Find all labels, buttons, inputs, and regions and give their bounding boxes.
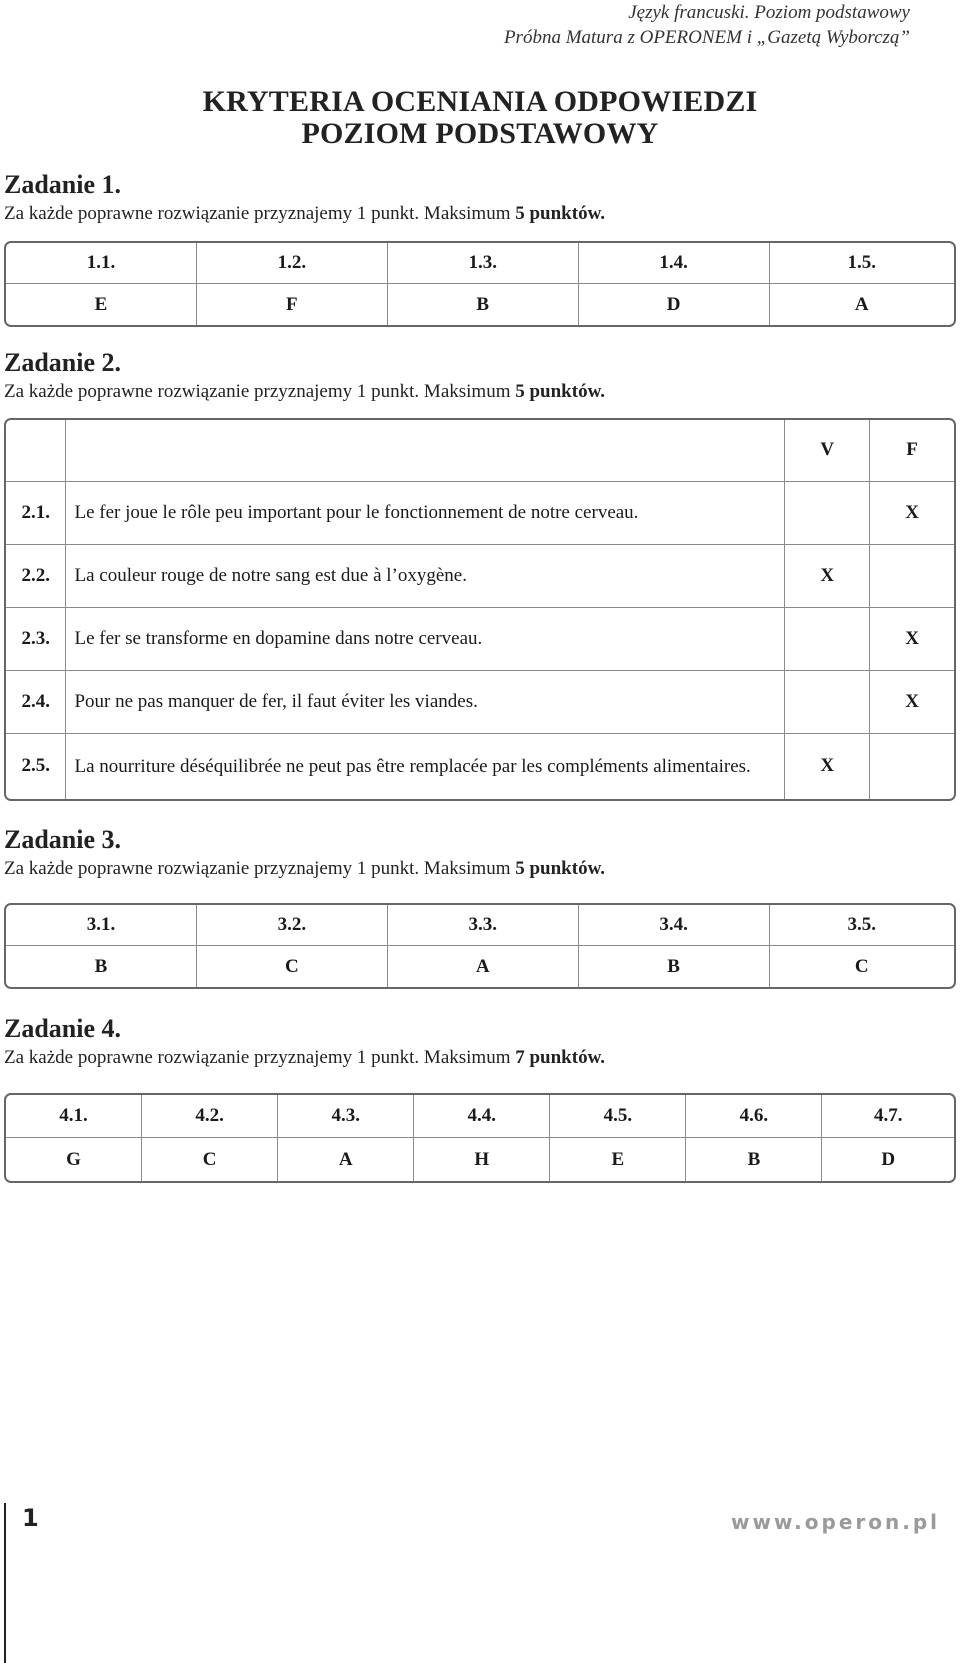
- task1-answer-table: [4, 241, 956, 327]
- task3-max-points: 5 punktów.: [515, 858, 606, 879]
- task2-column-f: F: [870, 420, 954, 482]
- task4-description: [4, 1047, 605, 1069]
- task3-answer-cell: A: [388, 946, 579, 987]
- task2-heading: Zadanie 2.: [4, 348, 122, 377]
- task1-answer-cell: B: [388, 284, 579, 325]
- task1-answer-cell: A: [854, 293, 869, 315]
- task4-heading: Zadanie 4.: [4, 1014, 122, 1043]
- task4-answer-cell: E: [550, 1138, 686, 1181]
- task2-row-statement: La couleur rouge de notre sang est due à l’oxygène.: [66, 545, 785, 608]
- task2-true-false-table: [4, 418, 956, 801]
- task4-answer-cell: H: [414, 1138, 550, 1181]
- header-subject: Język francuski. Poziom podstawowy: [628, 2, 910, 23]
- task2-row-v-mark: [785, 671, 870, 734]
- task4-answer-cell: B: [686, 1138, 822, 1181]
- task2-row-f-mark: [870, 734, 954, 799]
- task4-answer-cell: D: [881, 1148, 896, 1170]
- task3-number-cell: 3.4.: [579, 905, 770, 946]
- task2-row-v-mark: X: [785, 734, 870, 799]
- task2-row: [6, 545, 954, 608]
- task3-answer-cell: C: [197, 946, 388, 987]
- task3-heading: Zadanie 3.: [4, 825, 122, 854]
- publisher-website: www.operon.pl: [731, 1510, 940, 1534]
- task4-answer-cell: G: [6, 1138, 142, 1181]
- task4-max-points: 7 punktów.: [515, 1047, 606, 1068]
- task2-row-f-mark: [870, 545, 954, 608]
- task2-row-number: 2.4.: [6, 671, 66, 734]
- task2-row: [6, 671, 954, 734]
- task2-row-number: 2.5.: [6, 734, 66, 799]
- task3-number-cell: 3.3.: [388, 905, 579, 946]
- task1-answer-cell: D: [579, 284, 770, 325]
- task1-heading: Zadanie 1.: [4, 170, 122, 199]
- task1-description: [4, 203, 605, 225]
- task3-description: [4, 858, 605, 880]
- title-line-1: KRYTERIA OCENIANIA ODPOWIEDZI: [202, 85, 758, 118]
- title-line-2: POZIOM PODSTAWOWY: [301, 117, 659, 150]
- task4-number-cell: 4.6.: [686, 1095, 822, 1138]
- task3-desc-text: Za każde poprawne rozwiązanie przyznajemy 1 punkt. Maksimum: [4, 858, 516, 879]
- task3-answer-cell: B: [6, 946, 197, 987]
- task2-row-number: 2.1.: [6, 482, 66, 545]
- task2-row-statement: Le fer se transforme en dopamine dans notre cerveau.: [66, 608, 785, 671]
- task2-row-f-mark: X: [870, 482, 954, 545]
- task2-max-points: 5 punktów.: [515, 381, 606, 402]
- task2-row-v-mark: [785, 482, 870, 545]
- task2-row-f-mark: X: [870, 608, 954, 671]
- task2-row: [6, 734, 954, 799]
- task4-desc-text: Za każde poprawne rozwiązanie przyznajemy 1 punkt. Maksimum: [4, 1047, 516, 1068]
- task4-answer-table: [4, 1093, 956, 1183]
- task3-number-cell: 3.2.: [197, 905, 388, 946]
- task2-row-number: 2.2.: [6, 545, 66, 608]
- task3-answer-cell: B: [579, 946, 770, 987]
- task2-row: [6, 482, 954, 545]
- task1-max-points: 5 punktów.: [515, 203, 606, 224]
- task1-number-cell: 1.1.: [6, 243, 197, 284]
- task2-row-v-mark: [785, 608, 870, 671]
- document-header: [504, 0, 910, 50]
- task4-number-cell: 4.3.: [278, 1095, 414, 1138]
- task2-desc-text: Za każde poprawne rozwiązanie przyznajemy 1 punkt. Maksimum: [4, 381, 516, 402]
- task2-header-empty: [6, 420, 66, 482]
- task2-row-statement: La nourriture déséquilibrée ne peut pas être remplacée par les compléments alimentaires.: [66, 734, 785, 799]
- task2-header-statement: [66, 420, 785, 482]
- task3-number-cell: 3.5.: [770, 905, 954, 946]
- header-exam-name: Próbna Matura z OPERONEM i „Gazetą Wyborczą”: [503, 27, 910, 48]
- task1-answer-cell: F: [197, 284, 388, 325]
- task2-row-v-mark: X: [785, 545, 870, 608]
- task4-number-cell: 4.4.: [414, 1095, 550, 1138]
- task1-number-cell: 1.4.: [579, 243, 770, 284]
- task3-number-cell: 3.1.: [6, 905, 197, 946]
- task2-row-f-mark: X: [870, 671, 954, 734]
- task1-number-cell: 1.5.: [770, 243, 954, 284]
- task4-number-cell: 4.2.: [142, 1095, 278, 1138]
- task1-number-cell: 1.3.: [388, 243, 579, 284]
- task3-answer-table: [4, 903, 956, 989]
- task1-number-cell: 1.2.: [197, 243, 388, 284]
- footer-vertical-rule: [4, 1503, 6, 1663]
- task1-answer-cell: E: [6, 284, 197, 325]
- task2-row: [6, 608, 954, 671]
- task2-row-statement: Le fer joue le rôle peu important pour le fonctionnement de notre cerveau.: [66, 482, 785, 545]
- page-number: 1: [22, 1504, 39, 1532]
- task2-row-number: 2.3.: [6, 608, 66, 671]
- task2-column-v: V: [785, 420, 870, 482]
- task4-number-cell: 4.5.: [550, 1095, 686, 1138]
- task1-desc-text: Za każde poprawne rozwiązanie przyznajemy 1 punkt. Maksimum: [4, 203, 516, 224]
- page-title: [0, 86, 960, 150]
- task3-answer-cell: C: [854, 955, 869, 977]
- task4-answer-cell: C: [142, 1138, 278, 1181]
- task2-description: [4, 381, 605, 403]
- task2-row-statement: Pour ne pas manquer de fer, il faut éviter les viandes.: [66, 671, 785, 734]
- task4-number-cell: 4.1.: [6, 1095, 142, 1138]
- task4-answer-cell: A: [278, 1138, 414, 1181]
- task4-number-cell: 4.7.: [822, 1095, 954, 1138]
